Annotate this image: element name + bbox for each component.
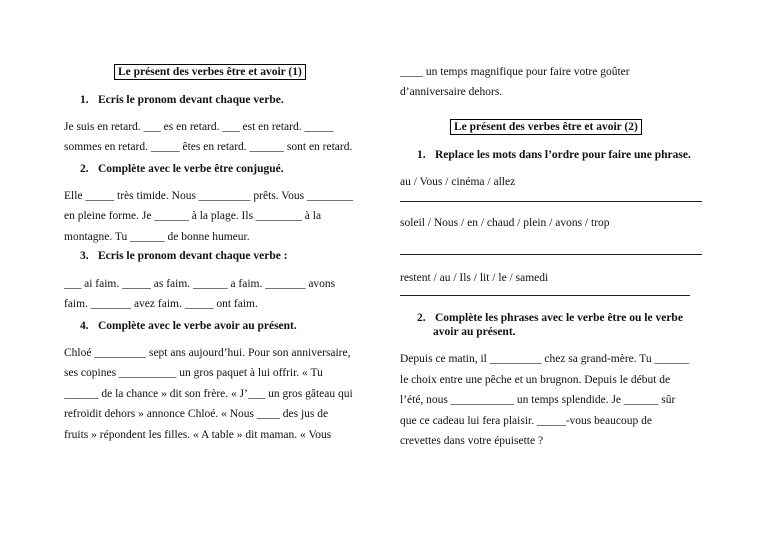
question-number: 1. bbox=[417, 149, 426, 161]
exercise-line: refroidit dehors » annonce Chloé. « Nous ____ des jus de bbox=[64, 408, 329, 420]
question-number: 3. bbox=[80, 250, 89, 262]
exercise-line: que ce cadeau lui fera plaisir. _____-vous beaucoup de bbox=[400, 415, 652, 427]
word-scramble: soleil / Nous / en / chaud / plein / avons / trop bbox=[400, 217, 610, 229]
exercise-line: crevettes dans votre épuisette ? bbox=[400, 435, 544, 447]
exercise-line: Elle _____ très timide. Nous _________ prêts. Vous ________ bbox=[64, 190, 353, 202]
question-text: Complète les phrases avec le verbe être ou le verbe bbox=[435, 312, 683, 324]
question-number: 2. bbox=[417, 312, 426, 324]
question-number: 2. bbox=[80, 163, 89, 175]
exercise-line: fruits » répondent les filles. « A table » dit maman. « Vous bbox=[64, 429, 332, 441]
continuation-line: ____ un temps magnifique pour faire votre goûter bbox=[400, 66, 630, 78]
question-text-continued: avoir au présent. bbox=[433, 326, 516, 338]
exercise-line: Chloé _________ sept ans aujourd’hui. Pour son anniversaire, bbox=[64, 347, 351, 359]
answer-line bbox=[400, 201, 702, 202]
question-text: Ecris le pronom devant chaque verbe : bbox=[98, 250, 288, 262]
answer-line bbox=[400, 254, 702, 255]
exercise-line: en pleine forme. Je ______ à la plage. Ils ________ à la bbox=[64, 210, 322, 222]
exercise-line: ___ ai faim. _____ as faim. ______ a faim. _______ avons bbox=[64, 278, 336, 290]
question-text: Complète avec le verbe avoir au présent. bbox=[98, 320, 297, 332]
exercise-line: ______ de la chance » dit son frère. « J’___ un gros gâteau qui bbox=[64, 388, 353, 400]
word-scramble: au / Vous / cinéma / allez bbox=[400, 176, 516, 188]
question-2-heading bbox=[417, 311, 683, 325]
question-4-heading bbox=[80, 319, 297, 333]
exercise-line: montagne. Tu ______ de bonne humeur. bbox=[64, 231, 250, 243]
exercise-line: le choix entre une pêche et un brugnon. Depuis le début de bbox=[400, 374, 671, 386]
exercise-line: l’été, nous ___________ un temps splendide. Je ______ sûr bbox=[400, 394, 676, 406]
question-2-heading bbox=[80, 162, 284, 176]
question-1-heading bbox=[417, 148, 691, 162]
exercise-line: Depuis ce matin, il _________ chez sa grand-mère. Tu ______ bbox=[400, 353, 690, 365]
question-1-heading bbox=[80, 93, 284, 107]
question-text: Ecris le pronom devant chaque verbe. bbox=[98, 94, 284, 106]
exercise-line: ses copines __________ un gros paquet à lui offrir. « Tu bbox=[64, 367, 323, 379]
worksheet-title-1: Le présent des verbes être et avoir (1) bbox=[114, 64, 306, 80]
exercise-line: Je suis en retard. ___ es en retard. ___ est en retard. _____ bbox=[64, 121, 334, 133]
question-text: Replace les mots dans l’ordre pour faire une phrase. bbox=[435, 149, 691, 161]
exercise-line: sommes en retard. _____ êtes en retard. ______ sont en retard. bbox=[64, 141, 353, 153]
answer-line bbox=[400, 295, 690, 296]
continuation-line: d’anniversaire dehors. bbox=[400, 86, 503, 98]
question-number: 1. bbox=[80, 94, 89, 106]
question-number: 4. bbox=[80, 320, 89, 332]
word-scramble: restent / au / Ils / lit / le / samedi bbox=[400, 272, 549, 284]
exercise-line: faim. _______ avez faim. _____ ont faim. bbox=[64, 298, 258, 310]
question-3-heading bbox=[80, 249, 288, 263]
worksheet-title-2: Le présent des verbes être et avoir (2) bbox=[450, 119, 642, 135]
question-text: Complète avec le verbe être conjugué. bbox=[98, 163, 284, 175]
